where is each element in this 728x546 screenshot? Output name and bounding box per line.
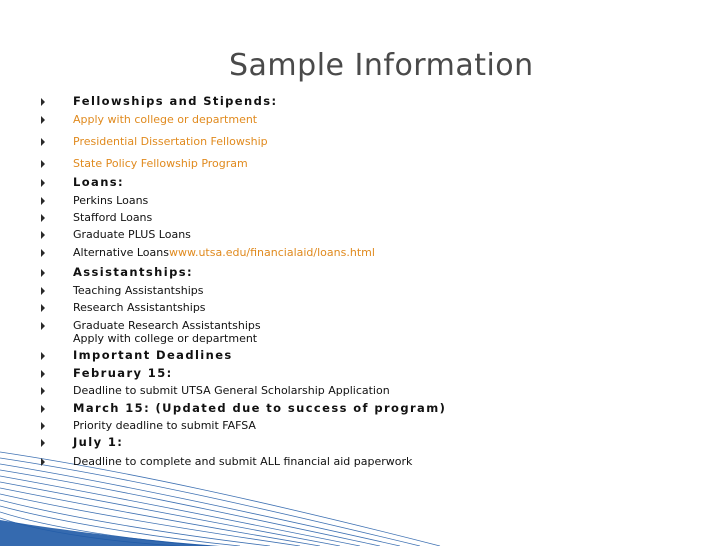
item-text: Research Assistantships	[73, 301, 206, 314]
item-line-1: Graduate Research Assistantships	[73, 319, 261, 332]
bullet-arrow-icon	[41, 439, 45, 447]
bullet-arrow-icon	[41, 138, 45, 146]
bullet-arrow-icon	[41, 322, 45, 330]
loans-url-link[interactable]: www.utsa.edu/financialaid/loans.html	[168, 246, 375, 259]
item-text: Stafford Loans	[73, 211, 153, 224]
section-heading: Loans:	[73, 175, 125, 189]
bullet-arrow-icon	[41, 370, 45, 378]
bullet-arrow-icon	[41, 231, 45, 239]
link-text[interactable]: Presidential Dissertation Fellowship	[73, 135, 268, 148]
bullet-arrow-icon	[41, 422, 45, 430]
item-text: Perkins Loans	[73, 194, 149, 207]
section-heading: March 15: (Updated due to success of program)	[73, 401, 447, 415]
bullet-arrow-icon	[41, 304, 45, 312]
section-heading: February 15:	[73, 366, 173, 380]
bullet-arrow-icon	[41, 249, 45, 257]
bullet-arrow-icon	[41, 98, 45, 106]
section-heading: Assistantships:	[73, 265, 193, 279]
bullet-arrow-icon	[41, 352, 45, 360]
bullet-arrow-icon	[41, 116, 45, 124]
item-text	[73, 246, 375, 259]
bullet-arrow-icon	[41, 214, 45, 222]
item-text: Deadline to complete and submit ALL financial aid paperwork	[73, 455, 413, 468]
item-text: Priority deadline to submit FAFSA	[73, 419, 256, 432]
section-heading: Important Deadlines	[73, 348, 233, 362]
bullet-arrow-icon	[41, 197, 45, 205]
bullet-arrow-icon	[41, 387, 45, 395]
item-text: Graduate PLUS Loans	[73, 228, 191, 241]
section-heading: July 1:	[73, 435, 124, 449]
link-text[interactable]: State Policy Fellowship Program	[73, 157, 248, 170]
item-text	[73, 319, 261, 345]
item-text: Deadline to submit UTSA General Scholarship Application	[73, 384, 390, 397]
section-heading: Fellowships and Stipends:	[73, 94, 278, 108]
bullet-arrow-icon	[41, 405, 45, 413]
slide-title-text: Sample Information	[229, 48, 534, 83]
item-line-2: Apply with college or department	[73, 332, 258, 345]
bullet-arrow-icon	[41, 160, 45, 168]
link-text[interactable]: Apply with college or department	[73, 113, 258, 126]
bullet-arrow-icon	[41, 269, 45, 277]
item-text: Teaching Assistantships	[73, 284, 204, 297]
bullet-arrow-icon	[41, 458, 45, 466]
item-label: Alternative Loans	[73, 246, 169, 259]
bullet-arrow-icon	[41, 179, 45, 187]
bullet-arrow-icon	[41, 287, 45, 295]
